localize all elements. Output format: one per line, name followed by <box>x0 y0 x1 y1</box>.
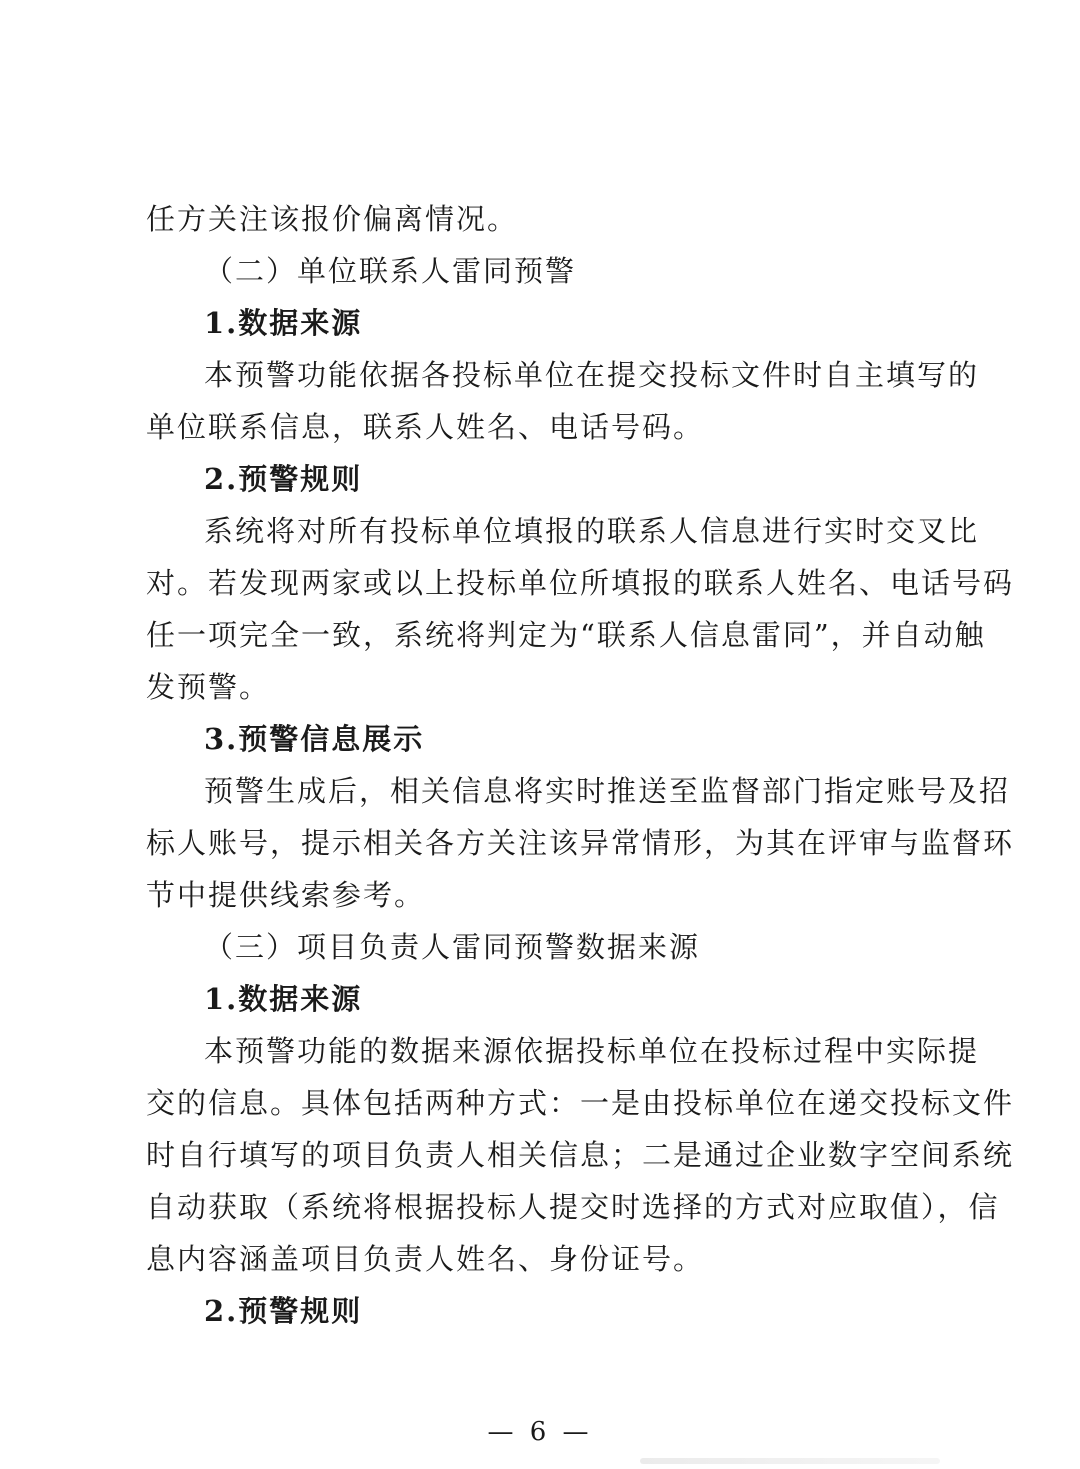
subsection-heading: 1.数据来源 <box>204 982 363 1016</box>
paragraph-line: 自动获取（系统将根据投标人提交时选择的方式对应取值），信 <box>146 1190 1000 1224</box>
paragraph-line: 预警生成后，相关信息将实时推送至监督部门指定账号及招 <box>204 774 1011 808</box>
paragraph-line: 节中提供线索参考。 <box>146 878 426 912</box>
scan-shadow <box>640 1458 940 1464</box>
paragraph-line: 时自行填写的项目负责人相关信息；二是通过企业数字空间系统 <box>146 1138 1015 1172</box>
subsection-heading: 2.预警规则 <box>204 462 363 496</box>
section-heading: （二）单位联系人雷同预警 <box>204 254 577 288</box>
paragraph-line: 本预警功能的数据来源依据投标单位在投标过程中实际提 <box>204 1034 980 1068</box>
subsection-heading: 3.预警信息展示 <box>204 722 425 756</box>
paragraph-line: 息内容涵盖项目负责人姓名、身份证号。 <box>146 1242 705 1276</box>
section-heading: （三）项目负责人雷同预警数据来源 <box>204 930 701 964</box>
subsection-heading: 2.预警规则 <box>204 1294 363 1328</box>
paragraph-line: 任一项完全一致，系统将判定为“联系人信息雷同”，并自动触 <box>146 618 986 652</box>
paragraph-line: 任方关注该报价偏离情况。 <box>146 202 519 236</box>
paragraph-line: 系统将对所有投标单位填报的联系人信息进行实时交叉比 <box>204 514 980 548</box>
paragraph-line: 发预警。 <box>146 670 271 704</box>
document-body <box>146 193 1015 1337</box>
paragraph-line: 交的信息。具体包括两种方式：一是由投标单位在递交投标文件 <box>146 1086 1015 1120</box>
subsection-heading: 1.数据来源 <box>204 306 363 340</box>
page-number: — 6 — <box>487 1417 593 1447</box>
paragraph-line: 单位联系信息，联系人姓名、电话号码。 <box>146 410 705 444</box>
paragraph-line: 标人账号，提示相关各方关注该异常情形，为其在评审与监督环 <box>146 826 1015 860</box>
paragraph-line: 本预警功能依据各投标单位在提交投标文件时自主填写的 <box>204 358 980 392</box>
paragraph-line: 对。若发现两家或以上投标单位所填报的联系人姓名、电话号码 <box>146 566 1015 600</box>
